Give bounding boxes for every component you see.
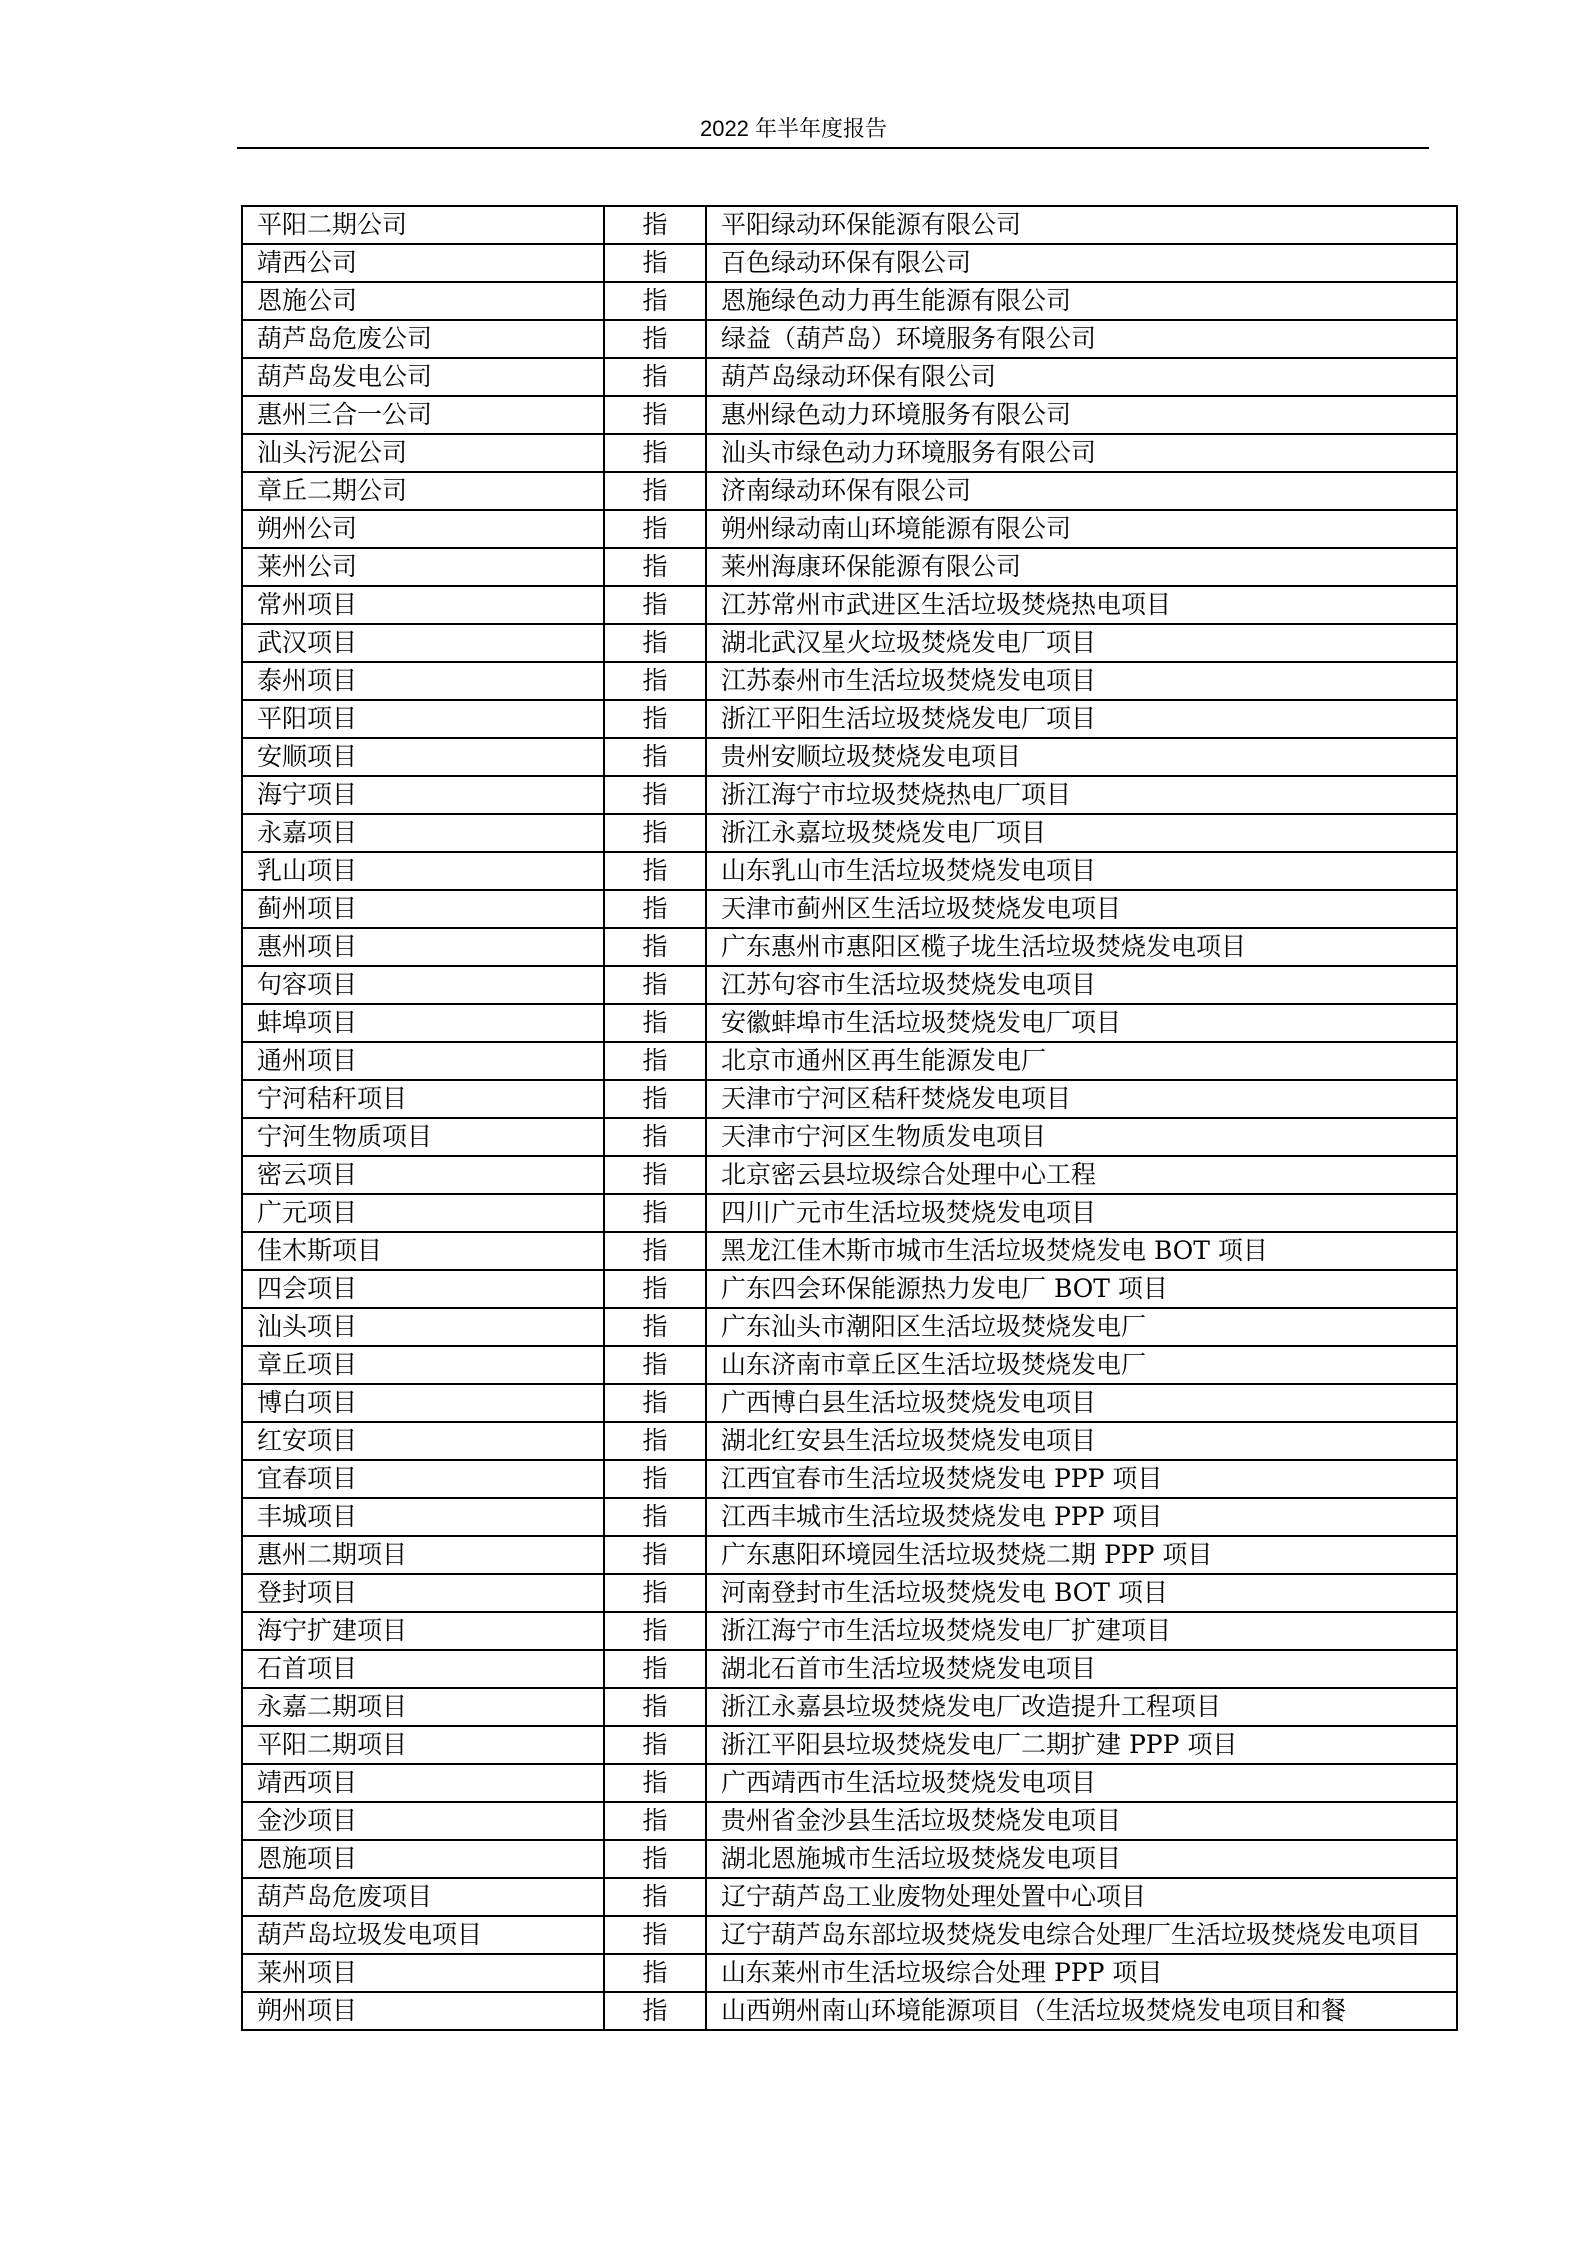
table-row [242,1764,1457,1802]
definition-cell: 广东惠阳环境园生活垃圾焚烧二期 PPP 项目 [706,1536,1457,1574]
definition-cell: 莱州海康环保能源有限公司 [706,548,1457,586]
table-row [242,1992,1457,2030]
table-row [242,548,1457,586]
definition-cell: 贵州安顺垃圾焚烧发电项目 [706,738,1457,776]
refers-to-cell: 指 [604,510,706,548]
table-row [242,1840,1457,1878]
definition-cell: 平阳绿动环保能源有限公司 [706,206,1457,244]
table-row [242,1498,1457,1536]
term-cell: 惠州三合一公司 [242,396,604,434]
term-cell: 汕头污泥公司 [242,434,604,472]
refers-to-cell: 指 [604,1726,706,1764]
table-row [242,434,1457,472]
header-divider [237,147,1429,149]
refers-to-cell: 指 [604,320,706,358]
term-cell: 常州项目 [242,586,604,624]
term-cell: 平阳二期公司 [242,206,604,244]
refers-to-cell: 指 [604,1688,706,1726]
term-cell: 四会项目 [242,1270,604,1308]
refers-to-cell: 指 [604,1916,706,1954]
term-cell: 葫芦岛垃圾发电项目 [242,1916,604,1954]
table-row [242,738,1457,776]
refers-to-cell: 指 [604,1232,706,1270]
table-row [242,1916,1457,1954]
table-row [242,1004,1457,1042]
term-cell: 红安项目 [242,1422,604,1460]
definition-cell: 湖北恩施城市生活垃圾焚烧发电项目 [706,1840,1457,1878]
refers-to-cell: 指 [604,472,706,510]
term-cell: 永嘉项目 [242,814,604,852]
refers-to-cell: 指 [604,1498,706,1536]
table-row [242,1270,1457,1308]
refers-to-cell: 指 [604,282,706,320]
refers-to-cell: 指 [604,548,706,586]
term-cell: 平阳项目 [242,700,604,738]
definition-cell: 辽宁葫芦岛东部垃圾焚烧发电综合处理厂生活垃圾焚烧发电项目 [706,1916,1457,1954]
term-cell: 丰城项目 [242,1498,604,1536]
term-cell: 宜春项目 [242,1460,604,1498]
table-row [242,320,1457,358]
term-cell: 泰州项目 [242,662,604,700]
refers-to-cell: 指 [604,966,706,1004]
definition-cell: 江苏句容市生活垃圾焚烧发电项目 [706,966,1457,1004]
definition-cell: 广东惠州市惠阳区榄子垅生活垃圾焚烧发电项目 [706,928,1457,966]
refers-to-cell: 指 [604,396,706,434]
table-row [242,852,1457,890]
refers-to-cell: 指 [604,1574,706,1612]
definition-cell: 湖北红安县生活垃圾焚烧发电项目 [706,1422,1457,1460]
table-row [242,1536,1457,1574]
table-row [242,1688,1457,1726]
term-cell: 蓟州项目 [242,890,604,928]
refers-to-cell: 指 [604,1802,706,1840]
refers-to-cell: 指 [604,1118,706,1156]
definition-cell: 天津市蓟州区生活垃圾焚烧发电项目 [706,890,1457,928]
table-row [242,1612,1457,1650]
refers-to-cell: 指 [604,700,706,738]
definition-cell: 贵州省金沙县生活垃圾焚烧发电项目 [706,1802,1457,1840]
term-cell: 葫芦岛危废公司 [242,320,604,358]
refers-to-cell: 指 [604,1346,706,1384]
table-row [242,244,1457,282]
definition-cell: 广西博白县生活垃圾焚烧发电项目 [706,1384,1457,1422]
definition-cell: 朔州绿动南山环境能源有限公司 [706,510,1457,548]
refers-to-cell: 指 [604,1156,706,1194]
table-row [242,1232,1457,1270]
definition-cell: 广东汕头市潮阳区生活垃圾焚烧发电厂 [706,1308,1457,1346]
definition-cell: 黑龙江佳木斯市城市生活垃圾焚烧发电 BOT 项目 [706,1232,1457,1270]
term-cell: 朔州项目 [242,1992,604,2030]
term-cell: 莱州项目 [242,1954,604,1992]
definition-cell: 辽宁葫芦岛工业废物处理处置中心项目 [706,1878,1457,1916]
refers-to-cell: 指 [604,1004,706,1042]
term-cell: 金沙项目 [242,1802,604,1840]
definition-cell: 浙江永嘉县垃圾焚烧发电厂改造提升工程项目 [706,1688,1457,1726]
table-row [242,1118,1457,1156]
definition-cell: 山东莱州市生活垃圾综合处理 PPP 项目 [706,1954,1457,1992]
definition-cell: 湖北石首市生活垃圾焚烧发电项目 [706,1650,1457,1688]
term-cell: 安顺项目 [242,738,604,776]
definition-cell: 北京市通州区再生能源发电厂 [706,1042,1457,1080]
refers-to-cell: 指 [604,1954,706,1992]
definition-cell: 浙江平阳生活垃圾焚烧发电厂项目 [706,700,1457,738]
refers-to-cell: 指 [604,1422,706,1460]
term-cell: 永嘉二期项目 [242,1688,604,1726]
refers-to-cell: 指 [604,1536,706,1574]
definition-cell: 湖北武汉星火垃圾焚烧发电厂项目 [706,624,1457,662]
table-row [242,472,1457,510]
refers-to-cell: 指 [604,1612,706,1650]
refers-to-cell: 指 [604,662,706,700]
table-row [242,662,1457,700]
term-cell: 密云项目 [242,1156,604,1194]
term-cell: 惠州项目 [242,928,604,966]
refers-to-cell: 指 [604,206,706,244]
definition-cell: 天津市宁河区秸秆焚烧发电项目 [706,1080,1457,1118]
term-cell: 海宁项目 [242,776,604,814]
table-row [242,1726,1457,1764]
table-row [242,890,1457,928]
refers-to-cell: 指 [604,1764,706,1802]
refers-to-cell: 指 [604,1840,706,1878]
term-cell: 广元项目 [242,1194,604,1232]
term-cell: 平阳二期项目 [242,1726,604,1764]
page-header: 2022 年半年度报告 [699,116,888,141]
definition-cell: 山西朔州南山环境能源项目（生活垃圾焚烧发电项目和餐 [706,1992,1457,2030]
definition-cell: 江西丰城市生活垃圾焚烧发电 PPP 项目 [706,1498,1457,1536]
definition-cell: 浙江平阳县垃圾焚烧发电厂二期扩建 PPP 项目 [706,1726,1457,1764]
table-row [242,814,1457,852]
definitions-table [241,205,1458,2031]
refers-to-cell: 指 [604,1650,706,1688]
refers-to-cell: 指 [604,624,706,662]
definition-cell: 绿益（葫芦岛）环境服务有限公司 [706,320,1457,358]
table-row [242,1954,1457,1992]
table-row [242,1346,1457,1384]
table-row [242,1802,1457,1840]
term-cell: 宁河秸秆项目 [242,1080,604,1118]
refers-to-cell: 指 [604,852,706,890]
definition-cell: 汕头市绿色动力环境服务有限公司 [706,434,1457,472]
refers-to-cell: 指 [604,358,706,396]
refers-to-cell: 指 [604,1042,706,1080]
definition-cell: 安徽蚌埠市生活垃圾焚烧发电厂项目 [706,1004,1457,1042]
refers-to-cell: 指 [604,586,706,624]
refers-to-cell: 指 [604,814,706,852]
definition-cell: 浙江永嘉垃圾焚烧发电厂项目 [706,814,1457,852]
definition-cell: 山东济南市章丘区生活垃圾焚烧发电厂 [706,1346,1457,1384]
table-row [242,966,1457,1004]
table-row [242,1650,1457,1688]
table-row [242,1384,1457,1422]
definition-cell: 广东四会环保能源热力发电厂 BOT 项目 [706,1270,1457,1308]
term-cell: 博白项目 [242,1384,604,1422]
term-cell: 海宁扩建项目 [242,1612,604,1650]
definition-cell: 恩施绿色动力再生能源有限公司 [706,282,1457,320]
table-row [242,396,1457,434]
table-row [242,510,1457,548]
term-cell: 通州项目 [242,1042,604,1080]
definition-cell: 河南登封市生活垃圾焚烧发电 BOT 项目 [706,1574,1457,1612]
definition-cell: 江西宜春市生活垃圾焚烧发电 PPP 项目 [706,1460,1457,1498]
table-row [242,586,1457,624]
term-cell: 葫芦岛发电公司 [242,358,604,396]
refers-to-cell: 指 [604,1308,706,1346]
definition-cell: 四川广元市生活垃圾焚烧发电项目 [706,1194,1457,1232]
definition-cell: 山东乳山市生活垃圾焚烧发电项目 [706,852,1457,890]
table-row [242,1574,1457,1612]
table-row [242,1042,1457,1080]
term-cell: 武汉项目 [242,624,604,662]
refers-to-cell: 指 [604,1384,706,1422]
term-cell: 宁河生物质项目 [242,1118,604,1156]
table-row [242,1878,1457,1916]
term-cell: 汕头项目 [242,1308,604,1346]
table-row [242,700,1457,738]
table-row [242,1308,1457,1346]
term-cell: 章丘二期公司 [242,472,604,510]
refers-to-cell: 指 [604,890,706,928]
table-row [242,206,1457,244]
term-cell: 章丘项目 [242,1346,604,1384]
term-cell: 莱州公司 [242,548,604,586]
term-cell: 佳木斯项目 [242,1232,604,1270]
table-row [242,776,1457,814]
refers-to-cell: 指 [604,738,706,776]
definition-cell: 浙江海宁市垃圾焚烧热电厂项目 [706,776,1457,814]
refers-to-cell: 指 [604,1270,706,1308]
table-row [242,1080,1457,1118]
term-cell: 登封项目 [242,1574,604,1612]
definition-cell: 天津市宁河区生物质发电项目 [706,1118,1457,1156]
table-row [242,1460,1457,1498]
refers-to-cell: 指 [604,244,706,282]
term-cell: 靖西公司 [242,244,604,282]
term-cell: 朔州公司 [242,510,604,548]
table-row [242,282,1457,320]
term-cell: 恩施公司 [242,282,604,320]
table-row [242,1156,1457,1194]
definition-cell: 惠州绿色动力环境服务有限公司 [706,396,1457,434]
definition-cell: 葫芦岛绿动环保有限公司 [706,358,1457,396]
term-cell: 葫芦岛危废项目 [242,1878,604,1916]
term-cell: 石首项目 [242,1650,604,1688]
term-cell: 蚌埠项目 [242,1004,604,1042]
refers-to-cell: 指 [604,1080,706,1118]
definition-cell: 济南绿动环保有限公司 [706,472,1457,510]
refers-to-cell: 指 [604,1194,706,1232]
table-row [242,1422,1457,1460]
definition-cell: 广西靖西市生活垃圾焚烧发电项目 [706,1764,1457,1802]
refers-to-cell: 指 [604,928,706,966]
term-cell: 乳山项目 [242,852,604,890]
refers-to-cell: 指 [604,1992,706,2030]
refers-to-cell: 指 [604,1878,706,1916]
refers-to-cell: 指 [604,434,706,472]
definition-cell: 浙江海宁市生活垃圾焚烧发电厂扩建项目 [706,1612,1457,1650]
refers-to-cell: 指 [604,1460,706,1498]
refers-to-cell: 指 [604,776,706,814]
definition-cell: 北京密云县垃圾综合处理中心工程 [706,1156,1457,1194]
term-cell: 恩施项目 [242,1840,604,1878]
table-row [242,358,1457,396]
term-cell: 靖西项目 [242,1764,604,1802]
definition-cell: 江苏泰州市生活垃圾焚烧发电项目 [706,662,1457,700]
definition-cell: 百色绿动环保有限公司 [706,244,1457,282]
term-cell: 惠州二期项目 [242,1536,604,1574]
table-row [242,624,1457,662]
table-row [242,1194,1457,1232]
definition-cell: 江苏常州市武进区生活垃圾焚烧热电项目 [706,586,1457,624]
term-cell: 句容项目 [242,966,604,1004]
table-row [242,928,1457,966]
